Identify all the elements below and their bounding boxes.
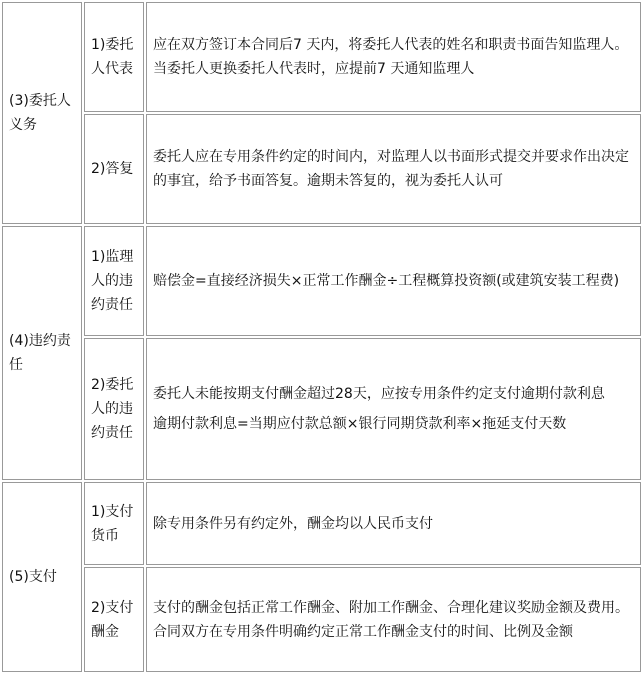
section-title-cell: (4)违约责任 [2, 226, 82, 480]
description-paragraph: 委托人未能按期支付酬金超过28天，应按专用条件约定支付逾期付款利息 [153, 386, 605, 402]
item-label-cell: 1)支付货币 [84, 482, 144, 565]
section-title-cell: (3)委托人义务 [2, 2, 82, 224]
item-description-cell [146, 2, 641, 112]
description-paragraph: 支付的酬金包括正常工作酬金、附加工作酬金、合理化建议奖励金额及费用。合同双方在专用条件明确约定正常工作酬金支付的时间、比例及金额 [153, 599, 629, 640]
item-description-cell [146, 482, 641, 565]
item-label-cell: 2)委托人的违约责任 [84, 338, 144, 480]
item-description-cell [146, 114, 641, 224]
item-label-cell: 2)答复 [84, 114, 144, 224]
table-row [2, 114, 641, 224]
description-paragraph: 逾期付款利息=当期应付款总额×银行同期贷款利率×拖延支付天数 [153, 416, 567, 432]
section-title-cell: (5)支付 [2, 482, 82, 672]
item-label-cell: 1)委托人代表 [84, 2, 144, 112]
table-row [2, 226, 641, 336]
table-row [2, 482, 641, 565]
item-label-cell: 2)支付酬金 [84, 567, 144, 672]
description-paragraph: 除专用条件另有约定外，酬金均以人民币支付 [153, 515, 433, 532]
item-label-cell: 1)监理人的违约责任 [84, 226, 144, 336]
description-paragraph: 委托人应在专用条件约定的时间内，对监理人以书面形式提交并要求作出决定的事宜，给予书面答复。逾期未答复的，视为委托人认可 [153, 149, 629, 189]
item-description-cell [146, 567, 641, 672]
item-description-cell [146, 338, 641, 480]
description-paragraph: 应在双方签订本合同后7 天内，将委托人代表的姓名和职责书面告知监理人。当委托人更换委托人代表时，应提前7 天通知监理人 [153, 37, 629, 77]
table-row [2, 338, 641, 480]
table-row [2, 567, 641, 672]
table-row [2, 2, 641, 112]
item-description-cell [146, 226, 641, 336]
description-paragraph: 赔偿金=直接经济损失×正常工作酬金÷工程概算投资额(或建筑安装工程费) [153, 273, 620, 289]
